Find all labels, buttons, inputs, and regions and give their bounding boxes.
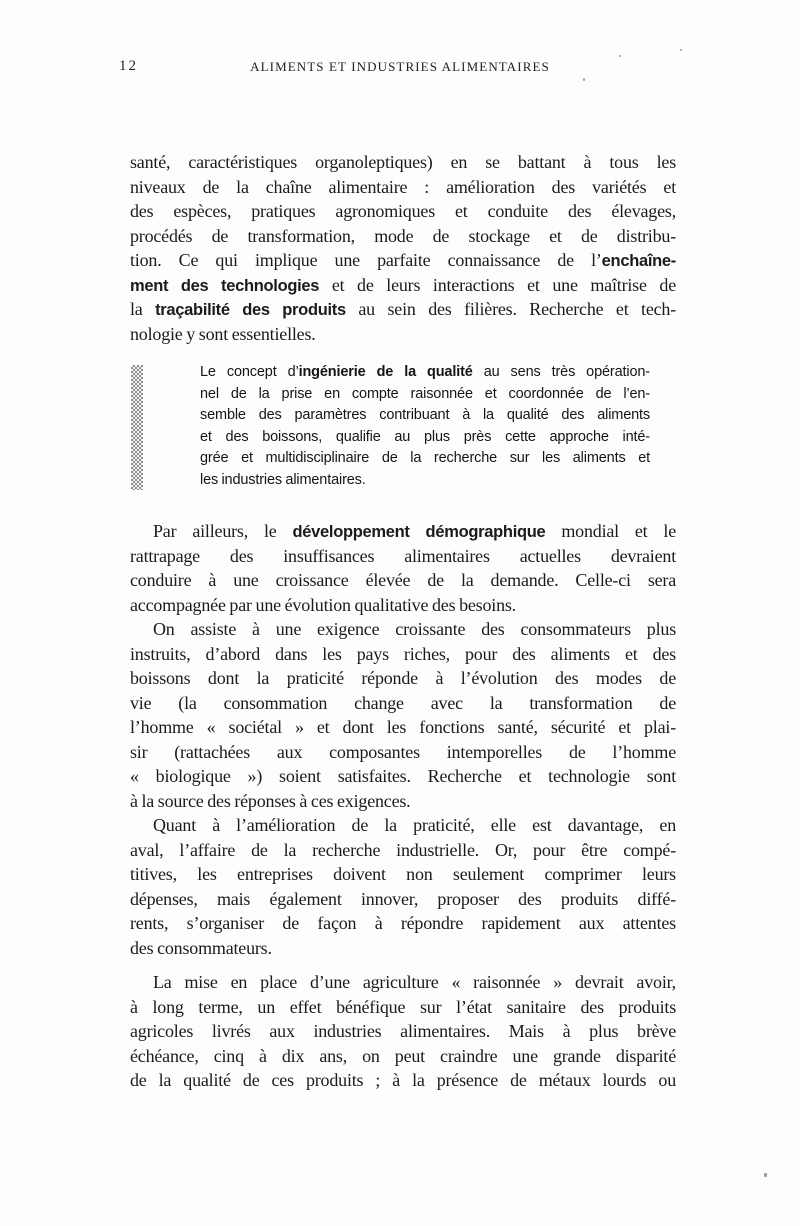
scan-speck [619,55,621,57]
text-line [130,642,676,667]
scan-speck [764,1173,767,1177]
text-run: la [130,299,156,319]
text-run: conduire à une croissance élevée de la demande. Celle-ci sera [130,570,676,590]
text-run: sir (rattachées aux composantes intemporelles de l’homme [130,741,676,762]
text-line [130,568,676,593]
text-run: santé, caractéristiques organoleptiques) en se battant à tous les [130,152,676,172]
quote-text [200,362,650,491]
paragraph [130,150,676,346]
bold-term: ment des technologies [130,276,320,295]
text-line [130,519,676,544]
text-run: des consommateurs. [130,937,272,958]
text-run: accompagnée par une évolution qualitative des besoins. [130,594,516,615]
text-run: boissons dont la praticité réponde à l’évolution des modes de [130,668,676,688]
paragraph [130,617,676,813]
text-line [130,150,676,175]
text-column [130,150,676,1093]
text-line [130,936,676,961]
text-line [130,175,676,200]
text-run: à la source des réponses à ces exigences. [130,790,411,811]
bold-term: développement démographique [292,523,546,541]
text-run: nel de la prise en compte raisonnée et coordonnée de l’en- [200,385,650,402]
bold-term: traçabilité des produits [155,301,346,319]
text-line [200,362,650,384]
text-line [130,322,676,347]
scan-speck [680,49,682,51]
running-header [0,57,800,77]
bold-term: enchaîne- [601,252,676,270]
text-line [130,617,676,642]
text-run: procédés de transformation, mode de stockage et de distribu- [130,225,676,246]
text-line [130,1019,676,1044]
text-run: grée et multidisciplinaire de la recherche sur les aliments et [200,450,650,466]
quote-accent-bar [131,365,143,490]
text-run: Le concept d’ [200,364,299,380]
text-line [130,911,676,936]
text-run: dépenses, mais également innover, proposer des produits diffé- [130,888,676,909]
text-line [130,273,676,298]
page-number: 12 [119,58,138,74]
text-line [200,405,650,427]
scan-speck [583,78,585,81]
text-line [130,995,676,1020]
text-run: au sens très opération- [472,364,650,380]
paragraph [130,519,676,617]
text-line [130,199,676,224]
text-line [130,544,676,569]
text-line [130,224,676,249]
text-run: échéance, cinq à dix ans, on peut craindre une grande disparité [130,1045,676,1066]
text-run: On assiste à une exigence croissante des consommateurs plus [153,619,676,639]
text-line [200,470,650,492]
text-run: nologie y sont essentielles. [130,323,316,344]
bold-term: ingénierie de la qualité [298,364,473,380]
text-line [130,970,676,995]
text-run: à long terme, un effet bénéfique sur l’état sanitaire des produits [130,996,676,1017]
text-run: Quant à l’amélioration de la praticité, elle est davantage, en [153,815,676,835]
text-run: de la qualité de ces produits ; à la présence de métaux lourds ou [130,1070,676,1090]
text-line [130,1068,676,1093]
text-line [130,691,676,716]
text-line [130,593,676,618]
text-run: rents, s’organiser de façon à répondre rapidement aux attentes [130,913,676,933]
text-run: Par ailleurs, le [153,521,293,541]
text-line [200,448,650,470]
text-run: mondial et le [545,521,676,541]
text-run: les industries alimentaires. [200,471,366,488]
text-line [130,813,676,838]
text-line [130,838,676,863]
text-run: des espèces, pratiques agronomiques et conduite des élevages, [130,201,676,221]
text-line [130,248,676,273]
text-line [130,715,676,740]
paragraph [130,970,676,1093]
text-line [200,427,650,449]
text-run: et de leurs interactions et une maîtrise de [319,274,676,295]
text-line [130,297,676,322]
text-run: La mise en place d’une agriculture « raisonnée » devrait avoir, [153,972,676,992]
quote-block [130,362,676,491]
text-run: vie (la consommation change avec la transformation de [130,692,676,713]
text-run: tion. Ce qui implique une parfaite connaissance de l’ [130,250,602,270]
text-line [130,740,676,765]
text-line [130,789,676,814]
text-run: « biologique ») soient satisfaites. Recherche et technologie sont [130,766,676,786]
text-run: semble des paramètres contribuant à la qualité des aliments [200,407,650,423]
text-line [130,764,676,789]
text-run: au sein des filières. Recherche et tech- [345,299,676,319]
text-run: l’homme « sociétal » et dont les fonctions santé, sécurité et plai- [130,717,676,737]
text-run: et des boissons, qualifie au plus près cette approche inté- [200,428,650,445]
text-run: niveaux de la chaîne alimentaire : amélioration des variétés et [130,176,676,197]
text-run: instruits, d’abord dans les pays riches, pour des aliments et des [130,643,676,664]
text-line [130,862,676,887]
text-run: agricoles livrés aux industries alimentaires. Mais à plus brève [130,1021,676,1041]
text-line [130,1044,676,1069]
text-run: rattrapage des insuffisances alimentaires actuelles devraient [130,545,676,566]
running-title: ALIMENTS ET INDUSTRIES ALIMENTAIRES [250,59,550,74]
text-run: aval, l’affaire de la recherche industrielle. Or, pour être compé- [130,839,676,860]
text-line [130,887,676,912]
paragraph [130,813,676,960]
text-line [130,666,676,691]
text-line [200,384,650,406]
text-run: titives, les entreprises doivent non seulement comprimer leurs [130,864,676,884]
